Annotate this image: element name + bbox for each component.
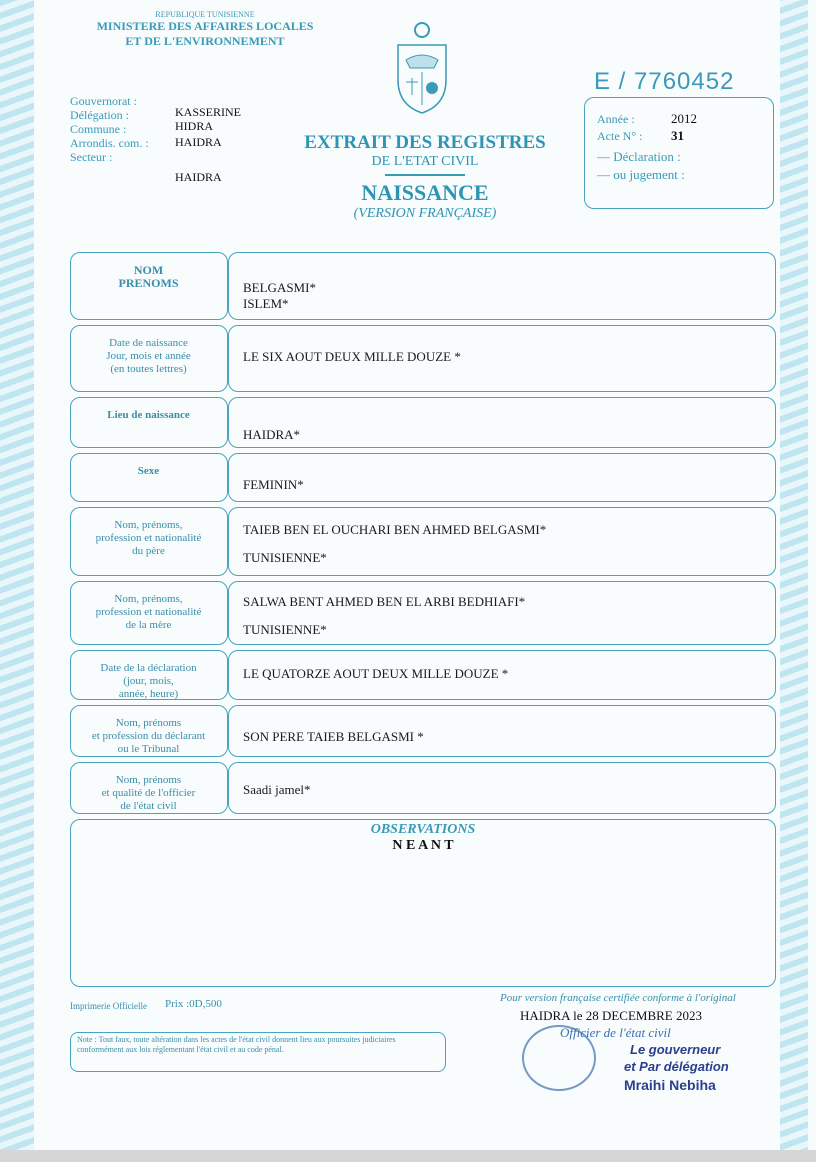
republic-label: REPUBLIQUE TUNISIENNE [155,10,255,19]
price-label: Prix :0D,500 [165,998,222,1010]
row-label-cell [70,397,228,448]
row-value: SON PERE TAIEB BELGASMI * [243,729,424,744]
row-value-cell [228,397,776,448]
row-label: NOM PRENOMS [118,263,179,290]
annee-value: 2012 [671,111,697,126]
row-value: BELGASMI* ISLEM* [243,280,316,311]
commune-value: HAIDRA [175,135,222,149]
row-value: FEMININ* [243,477,304,492]
title-version: (VERSION FRANÇAISE) [353,206,497,221]
signer-title: Le gouverneur [630,1042,721,1057]
row-label: Lieu de naissance [107,409,190,421]
signer-name: Mraihi Nebiha [624,1077,716,1093]
title-naissance: NAISSANCE [361,180,489,205]
secteur-label: Secteur : [70,150,113,164]
legal-note: Note : Tout faux, toute altération dans les actes de l'état civil donnent lieu aux poursuites judiciaires conformément aux lois réglementant l'état civil et au code pénal. [70,1032,446,1072]
gouvernorat-label: Gouvernorat : [70,94,137,108]
imprimerie-label: Imprimerie Officielle [70,1001,148,1011]
arrondissement-label: Arrondis. com. : [70,136,149,150]
observations-title: OBSERVATIONS [370,822,476,837]
row-value-cell [228,453,776,502]
serial-number: E / 7760452 [594,68,735,95]
row-value: HAIDRA* [243,427,301,442]
delegation-label: Délégation : [70,108,129,122]
ministry-line1: MINISTERE DES AFFAIRES LOCALES [96,19,314,33]
declaration-label: — Déclaration : [597,149,681,164]
place-date: HAIDRA le 28 DECEMBRE 2023 [520,1008,702,1023]
issuer-header [70,10,340,49]
coat-of-arms-icon [392,20,452,115]
title-divider [385,174,465,176]
row-label: Nom, prénoms, profession et nationalité du père [95,519,202,557]
certification-text: Pour version française certifiée conforme à l'original [500,992,736,1004]
signer-delegation: et Par délégation [624,1059,729,1074]
row-value: SALWA BENT AHMED BEN EL ARBI BEDHIAFI* TUNISIENNE* [243,594,526,637]
bottom-bar [0,1150,816,1162]
document-title [290,132,560,222]
officer-label: Officier de l'état civil [560,1025,671,1040]
row-label: Sexe [137,465,160,477]
row-value: LE QUATORZE AOUT DEUX MILLE DOUZE * [243,666,509,681]
acte-value: 31 [671,128,684,143]
delegation-value: HIDRA [175,119,213,133]
secteur-value: HAIDRA [175,170,222,184]
commune-label: Commune : [70,122,127,136]
row-label: Date de la déclaration (jour, mois, année, heure) [100,662,197,700]
row-value: Saadi jamel* [243,782,311,797]
title-line2: DE L'ETAT CIVIL [371,154,479,169]
row-label: Nom, prénoms, profession et nationalité de la mère [95,593,202,631]
observations-box [70,819,776,987]
title-line1: EXTRAIT DES REGISTRES [304,132,546,153]
acte-label: Acte N° : [597,129,643,143]
acte-box [584,97,774,209]
ministry-line2: ET DE L'ENVIRONNEMENT [125,34,285,48]
row-label: Nom, prénoms et qualité de l'officier de l'état civil [101,774,196,812]
annee-label: Année : [597,112,635,126]
row-label: Nom, prénoms et profession du déclarant ou le Tribunal [91,717,206,755]
row-value: TAIEB BEN EL OUCHARI BEN AHMED BELGASMI* TUNISIENNE* [243,522,547,565]
jugement-label: — ou jugement : [597,167,685,182]
row-value: LE SIX AOUT DEUX MILLE DOUZE * [243,349,461,364]
gouvernorat-value: KASSERINE [175,105,242,119]
row-label: Date de naissance Jour, mois et année (en toutes lettres) [106,337,191,375]
observations-value: N E A N T [392,838,454,853]
